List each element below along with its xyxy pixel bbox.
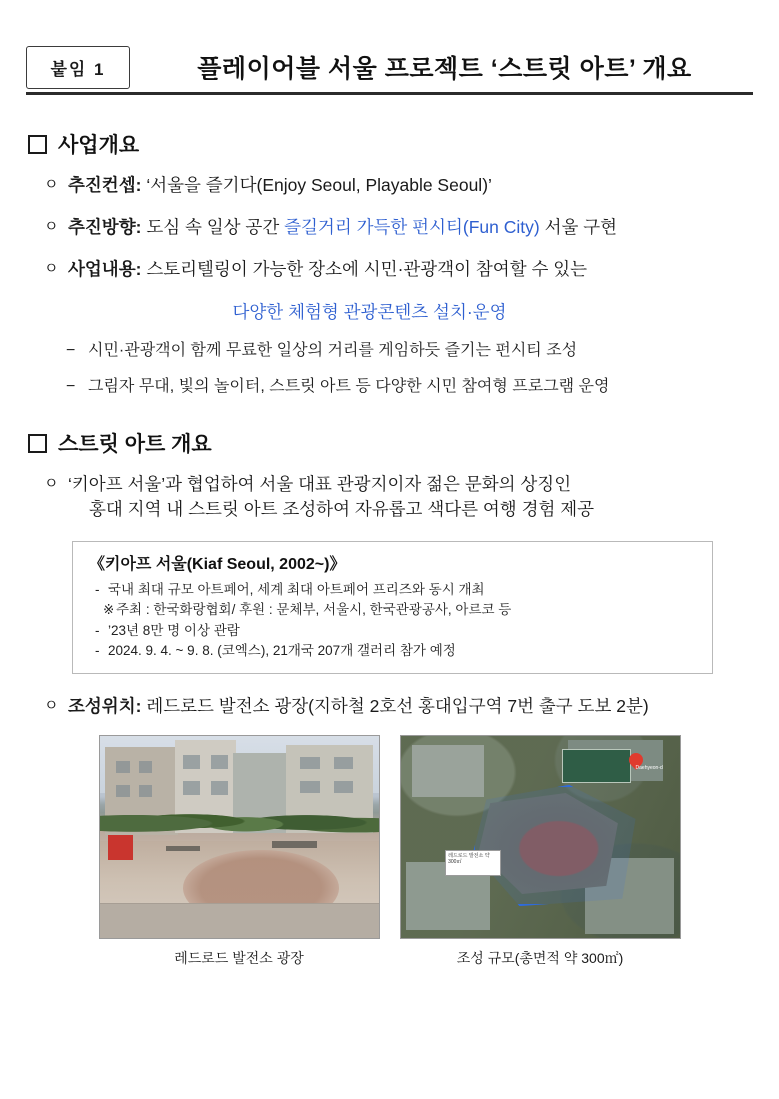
kiaf-info-title: 《키아프 서울(Kiaf Seoul, 2002~)》 (89, 555, 346, 573)
attachment-tag: 붙임 1 (26, 46, 130, 89)
location-label: 조성위치: (68, 695, 142, 716)
dash-bullet-icon: − (66, 377, 76, 395)
location-text: 레드로드 발전소 광장(지하철 2호선 홍대입구역 7번 출구 도보 2분) (141, 695, 649, 716)
window (211, 781, 228, 795)
content-highlight-line: 다양한 체험형 관광콘텐츠 설치·운영 (232, 301, 507, 322)
section-heading-street-art (28, 428, 753, 458)
dash-bullet-icon: - (95, 622, 100, 638)
tree-line (100, 797, 379, 841)
kiaf-info-line (103, 600, 698, 621)
kiaf-info-line-text: 국내 최대 규모 아트페어, 세계 최대 아트페어 프리즈와 동시 개최 (108, 581, 485, 597)
photo-caption: 조성 규모(총면적 약 300㎡) (456, 950, 624, 967)
dash-bullet-icon: - (95, 581, 100, 597)
section2-heading-text: 스트릿 아트 개요 (58, 433, 212, 457)
list-item (44, 694, 753, 719)
window (183, 781, 200, 795)
window (211, 755, 228, 769)
map-area-callout: 레드로드 발전소 약 300㎡ (445, 850, 501, 876)
direction-label: 추진방향: (68, 216, 142, 237)
circle-bullet-icon: ㅇ (44, 176, 59, 193)
kiaf-info-line (95, 641, 698, 662)
concept-text: ‘서울을 즐기다(Enjoy Seoul, Playable Seoul)’ (141, 175, 492, 195)
dash-bullet-icon: - (95, 643, 100, 659)
sub-list-item (66, 340, 753, 362)
photo-cell-plaza (99, 735, 380, 968)
direction-text-before: 도심 속 일상 공간 (141, 216, 285, 237)
window (183, 755, 200, 769)
circle-bullet-icon: ㅇ (44, 217, 59, 235)
window (116, 785, 130, 797)
kiaf-info-box (72, 541, 713, 674)
window (116, 761, 130, 773)
square-bullet-icon (28, 434, 47, 453)
sub-list-item (66, 376, 753, 398)
kiaf-info-line (95, 621, 698, 642)
window (300, 757, 320, 769)
kiaf-info-line-text: 주최 : 한국화랑협회/ 후원 : 문체부, 서울시, 한국관광공사, 아르코 등 (116, 602, 512, 618)
window (334, 757, 354, 769)
list-item (44, 257, 753, 282)
kiaf-info-line (95, 580, 698, 601)
circle-bullet-icon: ㅇ (44, 259, 59, 277)
sports-court (562, 749, 631, 783)
satellite-map-photo (400, 735, 681, 939)
window (300, 781, 320, 793)
location-line (68, 694, 753, 719)
dash-bullet-icon: − (66, 341, 76, 359)
list-item (44, 215, 753, 240)
sub-item-text: 시민·관광객이 함께 무료한 일상의 거리를 게임하듯 즐기는 펀시티 조성 (88, 341, 578, 359)
bench (166, 846, 199, 851)
content-text: 스토리텔링이 가능한 장소에 시민·관광객이 참여할 수 있는 (141, 258, 588, 279)
plaza-photo (99, 735, 380, 939)
photo-caption: 레드로드 발전소 광장 (174, 950, 304, 967)
window (139, 761, 153, 773)
concept-line (68, 173, 753, 198)
page-title: 플레이어블 서울 프로젝트 ‘스트릿 아트’ 개요 (197, 55, 692, 83)
map-building-block (412, 745, 485, 798)
red-banner (108, 835, 133, 859)
list-item (44, 472, 753, 497)
sub-item-text: 그림자 무대, 빛의 놀이터, 스트릿 아트 등 다양한 시민 참여형 프로그램 운영 (88, 377, 610, 395)
square-bullet-icon (28, 135, 47, 154)
content-label: 사업내용: (68, 258, 142, 279)
concept-label: 추진컨셉: (68, 175, 142, 195)
direction-text-after: 서울 구현 (539, 216, 618, 237)
list-item (44, 173, 753, 198)
photo-cell-map (400, 735, 681, 968)
map-place-label: Daehyeon-d (635, 764, 663, 771)
document-title-bar (26, 46, 753, 95)
circle-bullet-icon: ㅇ (44, 696, 59, 714)
section1-heading-text: 사업개요 (58, 134, 140, 157)
foreground-walkway (100, 903, 379, 938)
circle-bullet-icon: ㅇ (44, 475, 59, 493)
street-art-line2: 홍대 지역 내 스트릿 아트 조성하여 자유롭고 색다른 여행 경험 제공 (89, 499, 595, 520)
content-line (68, 257, 753, 282)
direction-line (68, 215, 753, 240)
window (139, 785, 153, 797)
note-mark-icon: ※ (103, 602, 115, 618)
window (334, 781, 354, 793)
section-heading-business-overview (28, 129, 753, 159)
street-art-line1: ‘키아프 서울’과 협업하여 서울 대표 관광지이자 젊은 문화의 상징인 (68, 474, 572, 495)
bench (272, 841, 317, 847)
direction-highlight: 즐길거리 가득한 펀시티(Fun City) (284, 216, 540, 237)
kiaf-info-line-text: 2024. 9. 4. ~ 9. 8. (코엑스), 21개국 207개 갤러리 참가 예정 (108, 643, 456, 659)
photo-row (26, 735, 753, 968)
kiaf-info-line-text: ’23년 8만 명 이상 관람 (108, 622, 240, 638)
